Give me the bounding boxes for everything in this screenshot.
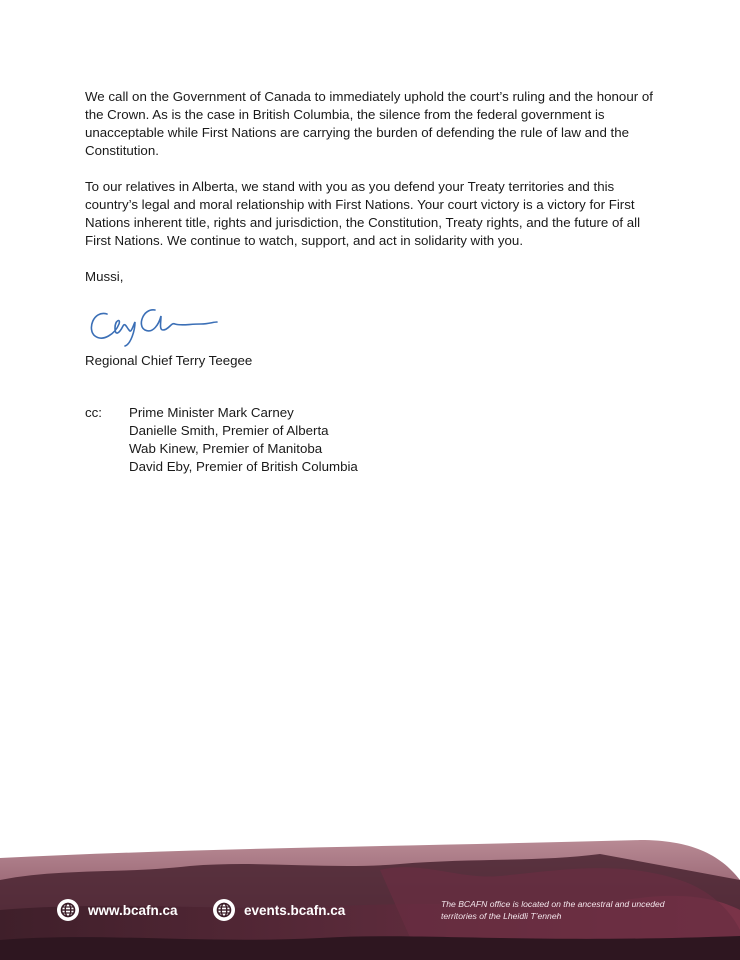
globe-icon xyxy=(57,899,79,921)
cc-recipient: Prime Minister Mark Carney xyxy=(129,405,294,420)
signature xyxy=(85,300,225,350)
website-link-label[interactable]: www.bcafn.ca xyxy=(88,902,178,918)
events-link-label[interactable]: events.bcafn.ca xyxy=(244,902,346,918)
events-link[interactable] xyxy=(213,898,345,922)
closing: Mussi, xyxy=(85,269,124,284)
cc-list xyxy=(129,404,529,476)
territory-acknowledgement: The BCAFN office is located on the ancestral and unceded territories of the Lheidli T’enneh xyxy=(441,899,665,921)
letter-body xyxy=(85,88,665,286)
globe-icon xyxy=(213,899,235,921)
website-link[interactable] xyxy=(57,898,178,922)
letter-paragraph: We call on the Government of Canada to immediately uphold the court’s ruling and the honour of the Crown. As is the case in British Columbia, the silence from the federal government is unacceptable while First Nations are carrying the burden of defending the rule of law and the Constitution. xyxy=(85,89,653,158)
cc-recipient: David Eby, Premier of British Columbia xyxy=(129,459,358,474)
cc-recipient: Wab Kinew, Premier of Manitoba xyxy=(129,441,323,456)
cc-label: cc: xyxy=(85,405,102,420)
signer-name: Regional Chief Terry Teegee xyxy=(85,353,253,368)
cc-recipient: Danielle Smith, Premier of Alberta xyxy=(129,423,329,438)
letter-paragraph: To our relatives in Alberta, we stand with you as you defend your Treaty territories and this country’s legal and moral relationship with First Nations. Your court victory is a victory for First Nations inherent title, rights and jurisdiction, the Constitution, Treaty rights, and the future of all First Nations. We continue to watch, support, and act in solidarity with you. xyxy=(85,179,641,248)
